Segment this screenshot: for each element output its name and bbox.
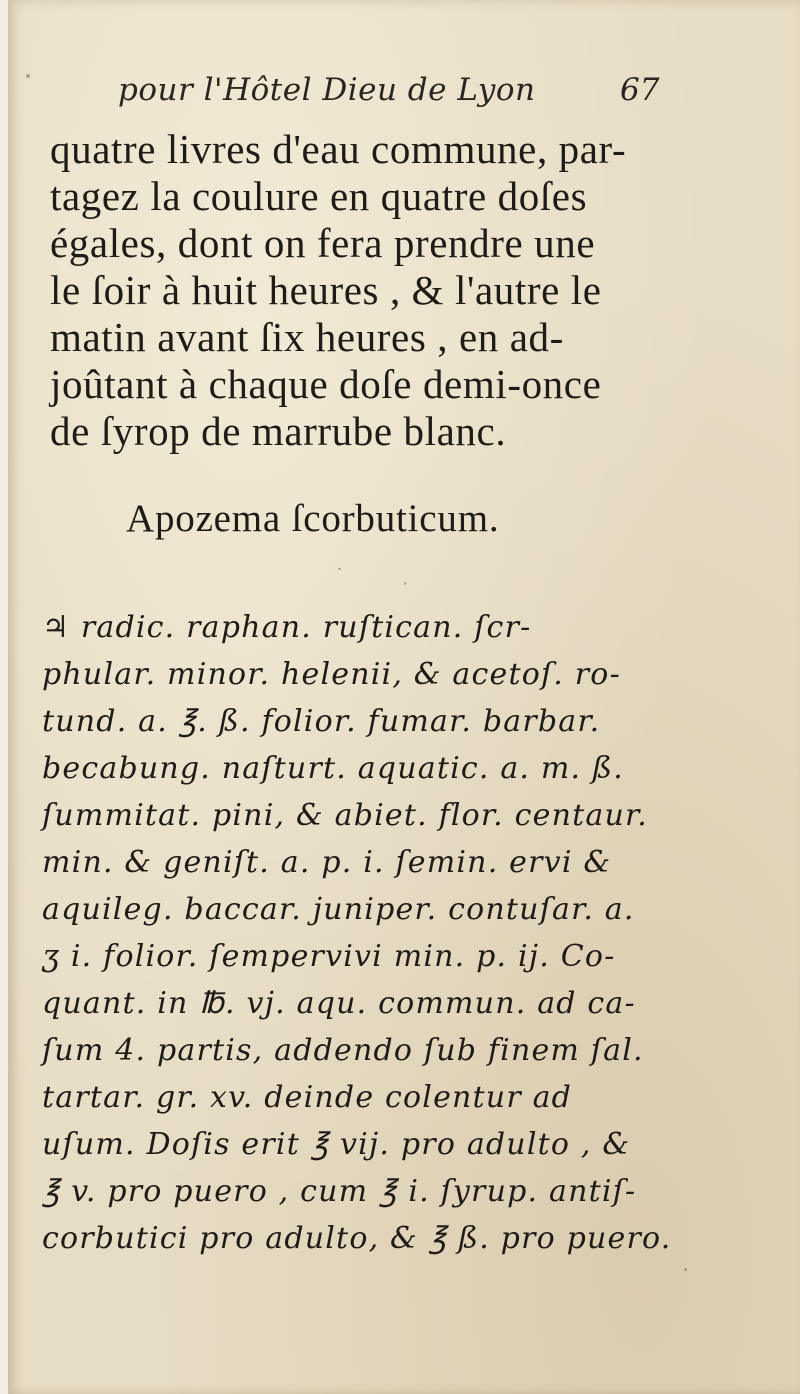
paragraph bbox=[50, 126, 690, 455]
recipe-line: tartar. gr. xv. deinde colentur ad bbox=[42, 1080, 573, 1115]
recipe-line: ʒ i. folior. ſempervivi min. p. ij. Co- bbox=[42, 939, 616, 974]
recipe-line: ſummitat. pini, & abiet. flor. centaur. bbox=[42, 798, 648, 833]
recipe-line: ℥ v. pro puero , cum ℥ i. ſyrup. antiſ- bbox=[42, 1174, 637, 1209]
recipe-line: aquileg. baccar. juniper. contuſar. a. bbox=[42, 892, 635, 927]
recipe-line: min. & geniſt. a. p. i. ſemin. ervi & bbox=[42, 845, 612, 880]
paragraph-line: de ſyrop de marrube blanc. bbox=[50, 408, 507, 454]
running-head-title: pour l'Hôtel Dieu de Lyon bbox=[118, 72, 536, 108]
recipe-line: phular. minor. helenii, & acetoſ. ro- bbox=[42, 657, 621, 692]
paragraph-line: égales, dont on fera prendre une bbox=[50, 220, 596, 266]
running-head bbox=[8, 72, 800, 132]
paragraph-line: joûtant à chaque doſe demi-once bbox=[50, 361, 602, 407]
recipe-line: becabung. naſturt. aquatic. a. m. ß. bbox=[42, 751, 624, 786]
recipe-line: tund. a. ℥. ß. folior. fumar. barbar. bbox=[42, 704, 601, 739]
recipe-line: uſum. Doſis erit ℥ vij. pro adulto , & bbox=[42, 1127, 631, 1162]
paper-speck bbox=[26, 74, 30, 78]
recipe-line: ſum 4. partis, addendo ſub finem ſal. bbox=[42, 1033, 644, 1068]
recipe-line: ♃ radic. raphan. ruſtican. ſcr- bbox=[42, 610, 532, 645]
book-page bbox=[8, 0, 800, 1394]
recipe-line: quant. in ℔. vj. aqu. commun. ad ca- bbox=[42, 986, 636, 1021]
paragraph-line: quatre livres d'eau commune, par- bbox=[50, 126, 627, 172]
section-heading: Apozema ſcorbuticum. bbox=[126, 497, 500, 540]
paper-speck bbox=[684, 1268, 687, 1271]
paper-speck bbox=[404, 582, 406, 585]
paragraph-line: le ſoir à huit heures , & l'autre le bbox=[50, 267, 602, 313]
paragraph-line: tagez la coulure en quatre doſes bbox=[50, 173, 588, 219]
paper-speck bbox=[338, 568, 341, 570]
recipe-line: corbutici pro adulto, & ℥ ß. pro puero. bbox=[42, 1221, 672, 1256]
page-number: 67 bbox=[620, 72, 660, 108]
recipe-text bbox=[42, 604, 702, 1262]
paragraph-line: matin avant ſix heures , en ad- bbox=[50, 314, 564, 360]
